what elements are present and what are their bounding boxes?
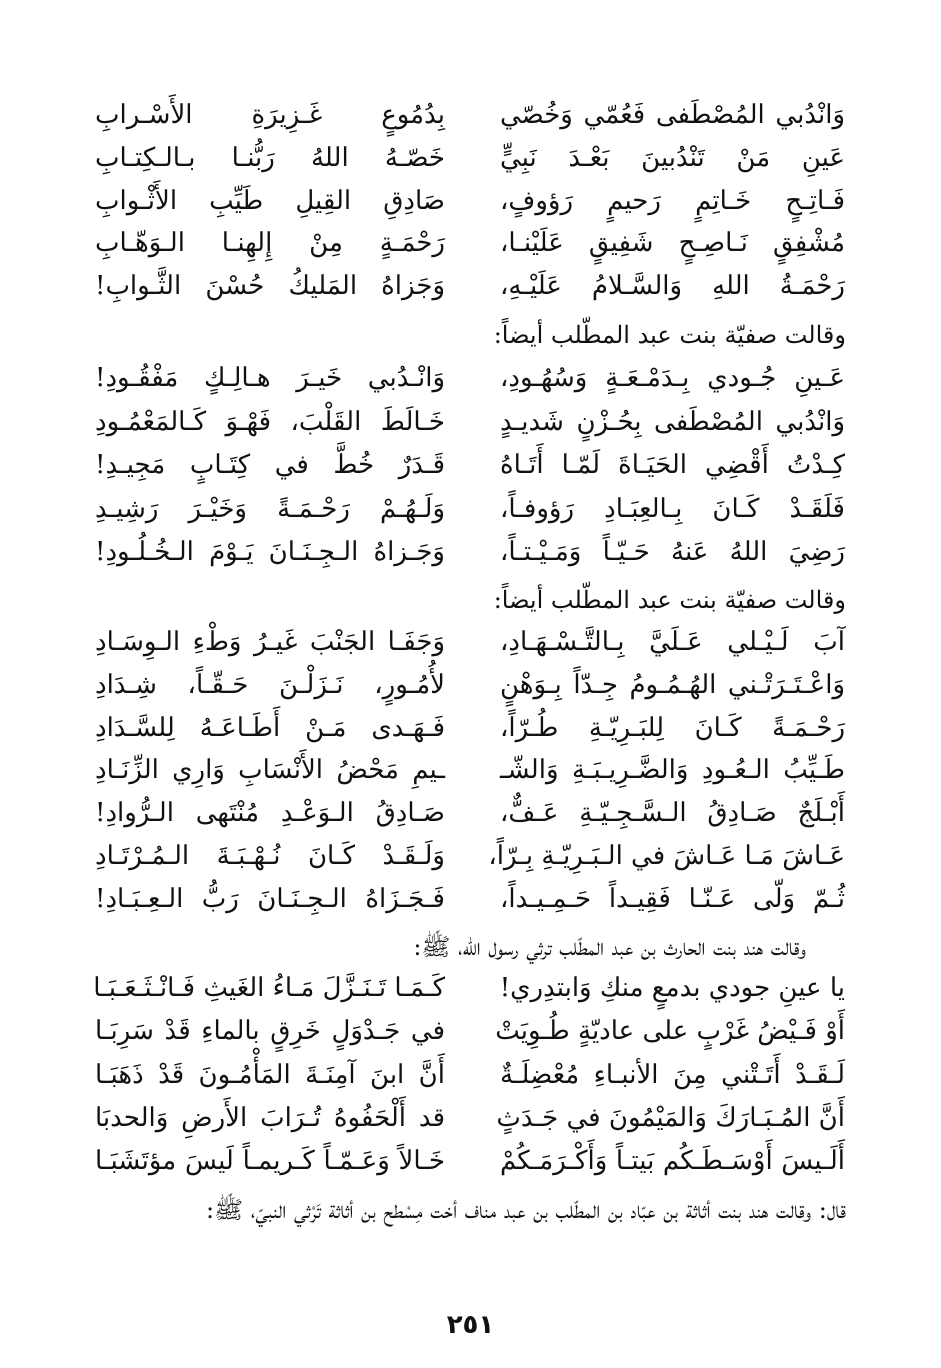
verse-first-hemistich: رَضِيَ اللهُ عَنهُ حَـيّـاً وَمَـيْـتـاً، [500,537,845,567]
verse-second-hemistich: فَـجَـزَاهُ الـجِـنَـانَ رَبُّ الـعِـبَـادِ! [95,884,445,914]
verse-second-hemistich: وَجَزاهُ المَليكُ حُسْنَ الثَّـوابِ! [95,271,445,301]
verse-second-hemistich: قَـدَرٌ خُطَّ في كِتَـابٍ مَجِيـدِ! [95,450,445,480]
verse-second-hemistich: صَـادِقُ الـوَعْـدِ مُنْتَهى الـرُّوادِ! [95,798,445,828]
verse-line [95,266,845,306]
verse-line [95,1055,845,1095]
verse-second-hemistich: قد أَلْحَفُوهُ تُـرَابَ الأَرضِ وَالحدبَا [95,1103,445,1133]
verse-line [95,1141,845,1181]
verse-line [95,665,845,705]
verse-second-hemistich: وَانْـدُبي خَيـرَ هـالِـكٍ مَفْقُـودِ! [95,363,445,393]
verse-line [95,793,845,833]
section-heading: وقالت صفيّة بنت عبد المطّلب أيضاً: [493,321,846,349]
verse-second-hemistich: وَجَـزاهُ الـجِـنَـانَ يَـوْمَ الـخُـلُـودِ! [95,537,445,567]
verse-first-hemistich: كِـدْتُ أَقْضِي الحَيَـاةَ لَمّـا أَتَـاهُ [500,450,845,480]
verse-line [95,445,845,485]
verse-line [95,836,845,876]
verse-line [95,489,845,529]
verse-line [95,622,845,662]
verse-second-hemistich: لأُمُـورٍ، نَـزَلْـنَ حَـقّـاً، شِـدَادِ [95,670,445,700]
verse-line [95,1098,845,1138]
verse-first-hemistich: رَحْـمَـةً كَـانَ لِلبَـرِيّـةِ طُـرّاً، [500,713,845,743]
verse-first-hemistich: وَانْدُبي المُصْطَفى فَعُمّي وَخُصّي [500,100,845,130]
verse-second-hemistich: فَـهَـدى مَـنْ أَطَـاعَـهُ لِلسَّـدَادِ [95,713,445,743]
verse-line [95,532,845,572]
verse-second-hemistich: خَـالَطَ القَلْبَ، فَهْـوَ كَـالمَعْمُـودِ [95,407,445,437]
verse-second-hemistich: كَـمَـا تَـنَـزَّلَ مَـاءُ الغَيثِ فَـانْـثَـعَـبَـا [93,973,445,1003]
verse-second-hemistich: رَحْمَـةٍ مِنْ إِلهِنـا الـوَهّـابِ [95,228,445,258]
verse-first-hemistich: فَـاتِـحٍ خَـاتِمٍ رَحيمٍ رَؤوفٍ، [500,186,845,216]
section-heading: وقالت هند بنت الحارث بن عبد المطّلب ترثي رسول الله، ﷺ: [413,933,806,961]
verse-second-hemistich: خَصّـهُ اللهُ رَبُّنـا بـالـكِتـابِ [95,143,445,173]
verse-second-hemistich: وَلَـقَـدْ كَـانَ نُـهْـبَـةَ الـمُـرْتَـادِ [95,841,445,871]
verse-first-hemistich: وَانْدُبي المُصْطَفى بِحُـزْنٍ شَديـدٍ [500,407,845,437]
verse-line [95,402,845,442]
verse-line [95,181,845,221]
verse-second-hemistich: أَنَّ ابنَ آمِنَـةَ المَأْمُـونَ قَدْ ذَهَبَـا [95,1060,445,1090]
verse-second-hemistich: صَادِقِ القِيلِ طَيِّبِ الأَثْـوابِ [95,186,445,216]
verse-first-hemistich: عَينِ مَنْ تَنْدُبينَ بَعْـدَ نَبِيٍّ [500,143,845,173]
verse-first-hemistich: طَـيِّبُ الـعُـودِ وَالضَّـرِيـبَـةِ وَالشّـ [500,755,845,785]
verse-line [95,968,845,1008]
verse-first-hemistich: عَـاشَ مَـا عَـاشَ في الـبَـرِيّـةِ بِـرّاً، [488,841,845,871]
verse-second-hemistich: وَجَفَـا الجَنْبَ غَيـرُ وَطْءِ الـوِسَـادِ [95,627,445,657]
verse-first-hemistich: مُشْفِقٍ نَـاصِـحٍ شَفِيقٍ عَلَيْنـا، [500,228,845,258]
verse-first-hemistich: أَبْـلَجٌ صَـادِقُ الـسَّـجِـيّـةِ عَـفٌّ، [500,798,845,828]
verse-second-hemistich: ـيمِ مَحْضُ الأَنْسَابِ وَارِي الزِّنَـادِ [95,755,445,785]
verse-line [95,708,845,748]
verse-line [95,223,845,263]
verse-line [95,750,845,790]
verse-first-hemistich: يا عينِ جودي بدمعٍ منكِ وَابتدِري! [499,973,845,1003]
verse-first-hemistich: أَلَـيسَ أَوْسَـطَـكُم بَيتـاً وَأَكْـرَمَـكُمْ [500,1146,845,1176]
page-number: ٢٥١ [446,1310,495,1340]
verse-second-hemistich: خَـالاً وَعَـمّـاً كَـريمـاً لَيسَ مؤتَشَبَـا [95,1146,445,1176]
closing-paragraph: قال: وقالت هند بنت أثاثة بن عبّاد بن المطّلب بن عبد مناف أخت مِسْطح بن أثاثة تَرْثي النبيّ، ﷺ: [206,1196,846,1224]
verse-line [95,138,845,178]
verse-line [95,95,845,135]
verse-first-hemistich: عَـينِ جُـودي بِـدَمْـعَـةٍ وَسُهُـودِ، [500,363,845,393]
verse-first-hemistich: آبَ لَـيْـلي عَـلَيَّ بِـالتَّـسْـهَـادِ، [500,627,845,657]
verse-line [95,358,845,398]
verse-first-hemistich: لَـقَـدْ أَتَـتْني مِنَ الأنبـاءِ مُعْضِلَـةٌ [500,1060,845,1090]
verse-first-hemistich: أَنَّ المُـبَـارَكَ وَالمَيْمُونَ في جَـدَثٍ [496,1103,845,1133]
verse-second-hemistich: وَلَـهُـمْ رَحْـمَـةً وَخَيْـرَ رَشِيـدِ [95,494,445,524]
verse-first-hemistich: وَاعْـتَـرَتْـني الهُـمُـومُ جِـدّاً بِـوَهْنٍ [500,670,845,700]
verse-first-hemistich: ثُـمّ وَلّى عَـنّـا فَقِيـداً حَـمِـيـداً، [500,884,845,914]
verse-second-hemistich: بِدُمُوعٍ غَـزِيرَةِ الأَسْـرابِ [95,100,445,130]
section-heading: وقالت صفيّة بنت عبد المطّلب أيضاً: [493,586,846,614]
verse-line [95,879,845,919]
verse-first-hemistich: فَلَقَـدْ كَـانَ بِـالعِبَـادِ رَؤوفـاً، [500,494,845,524]
verse-first-hemistich: رَحْمَـةُ اللهِ وَالسَّـلامُ عَلَيْـهِ، [500,271,845,301]
verse-second-hemistich: في جَـدْوَلٍ خَرِقٍ بالماءِ قَدْ سَرِبَـا [95,1016,445,1046]
verse-first-hemistich: أَوْ فَـيْضُ غَرْبٍ على عاديّةٍ طُـوِيَتْ [495,1016,845,1046]
verse-line [95,1011,845,1051]
